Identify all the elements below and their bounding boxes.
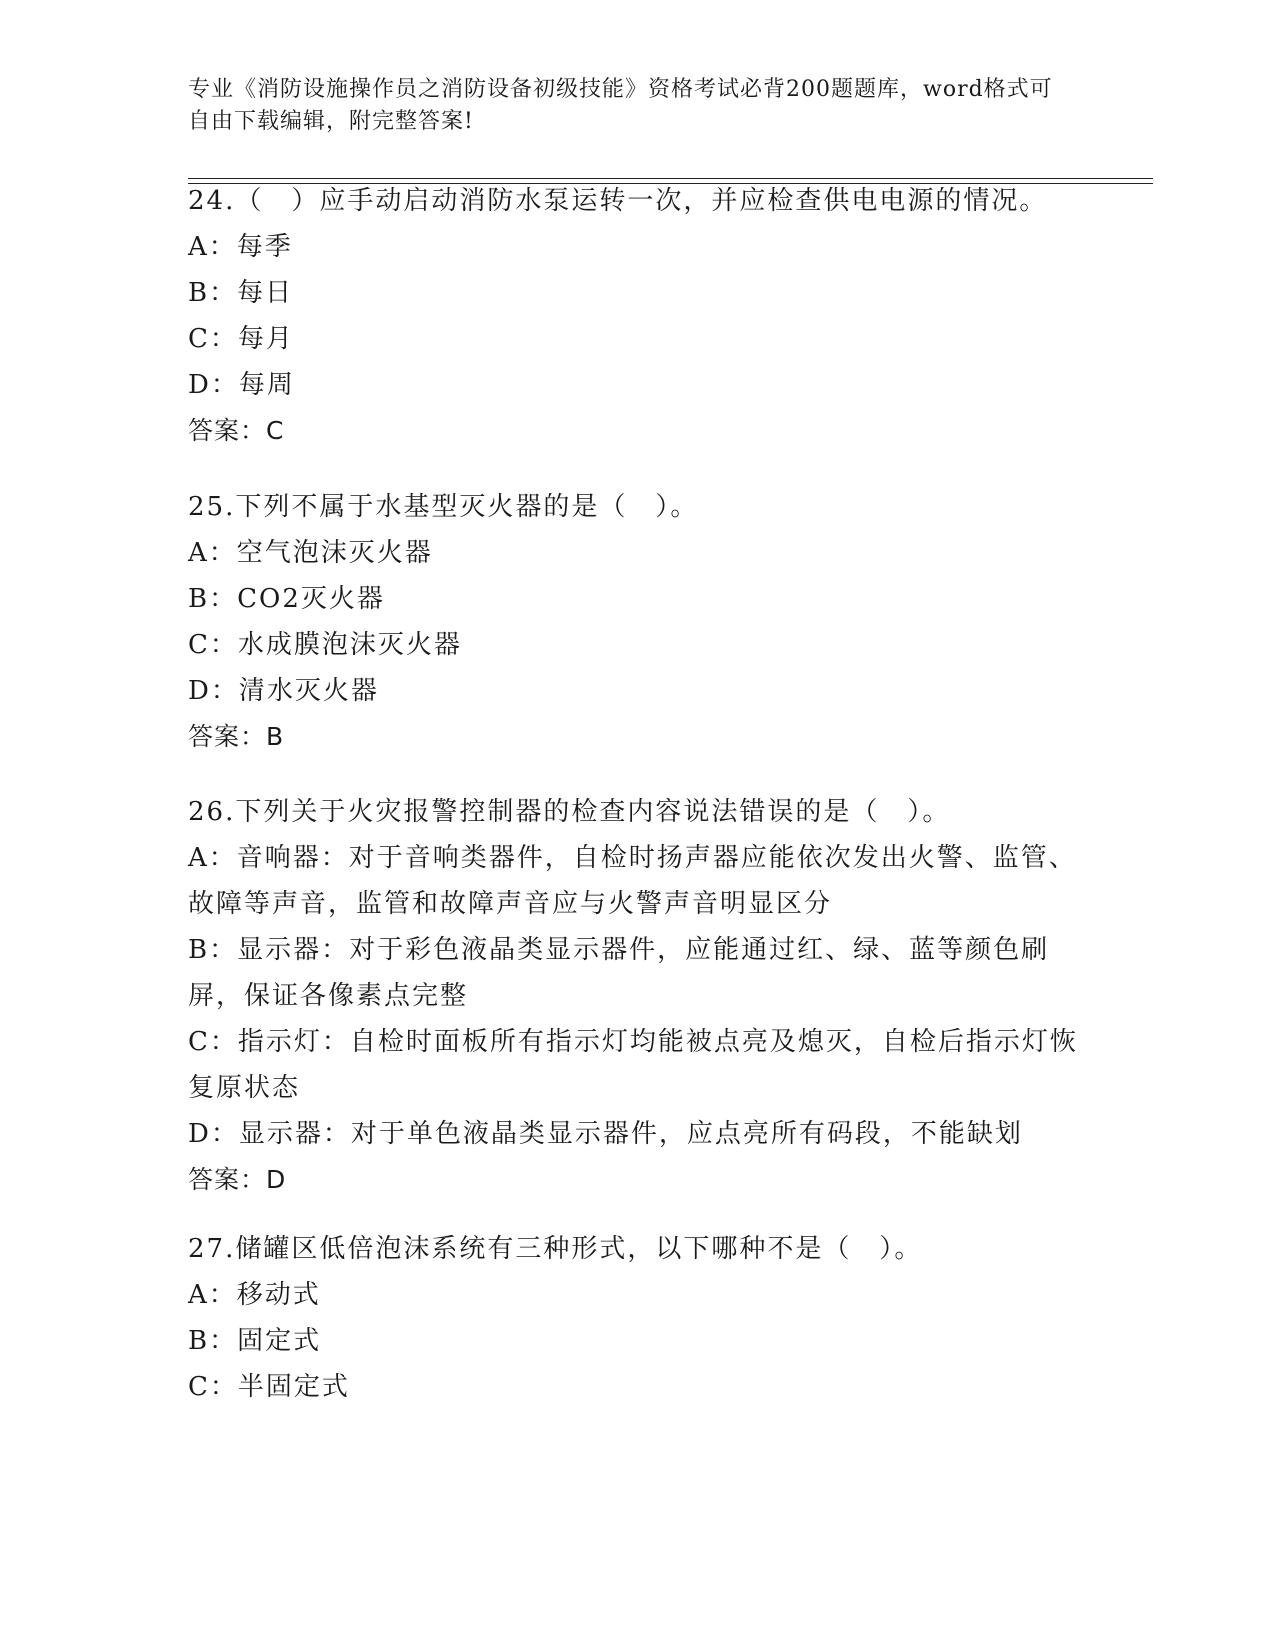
- answer: 答案：D: [188, 1165, 287, 1194]
- question-27: [188, 1226, 1078, 1410]
- option-d: D：每周: [188, 370, 295, 400]
- answer: 答案：B: [188, 722, 285, 751]
- question-stem: 26.下列关于火灾报警控制器的检查内容说法错误的是（ ）。: [188, 797, 951, 827]
- option-a: A：空气泡沫灭火器: [188, 538, 433, 568]
- option-b: B：每日: [188, 278, 294, 308]
- question-stem: 27.储罐区低倍泡沫系统有三种形式，以下哪种不是（ ）。: [188, 1234, 923, 1264]
- option-b: B：CO2灭火器: [188, 584, 385, 614]
- document-header: 专业《消防设施操作员之消防设备初级技能》资格考试必背200题题库，word格式可自由下载编辑，附完整答案!: [188, 77, 1053, 134]
- option-a: A：移动式: [188, 1280, 321, 1310]
- option-a: A：音响器：对于音响类器件，自检时扬声器应能依次发出火警、监管、故障等声音，监管和故障声音应与火警声音明显区分: [188, 843, 1077, 919]
- option-c: C：半固定式: [188, 1372, 350, 1402]
- option-d: D：清水灭火器: [188, 676, 379, 706]
- option-c: C：每月: [188, 324, 294, 354]
- answer: 答案：C: [188, 416, 285, 445]
- option-b: B：固定式: [188, 1326, 322, 1356]
- question-24: [188, 178, 1078, 454]
- option-d: D：显示器：对于单色液晶类显示器件，应点亮所有码段，不能缺划: [188, 1119, 1023, 1149]
- question-stem: 24.（ ）应手动启动消防水泵运转一次，并应检查供电电源的情况。: [188, 186, 1048, 216]
- question-26: [188, 789, 1078, 1203]
- option-a: A：每季: [188, 232, 293, 262]
- question-25: [188, 484, 1078, 760]
- option-c: C：指示灯：自检时面板所有指示灯均能被点亮及熄灭，自检后指示灯恢复原状态: [188, 1027, 1078, 1103]
- option-b: B：显示器：对于彩色液晶类显示器件，应能通过红、绿、蓝等颜色刷屏，保证各像素点完整: [188, 935, 1050, 1011]
- option-c: C：水成膜泡沫灭火器: [188, 630, 462, 660]
- question-stem: 25.下列不属于水基型灭火器的是（ ）。: [188, 492, 699, 522]
